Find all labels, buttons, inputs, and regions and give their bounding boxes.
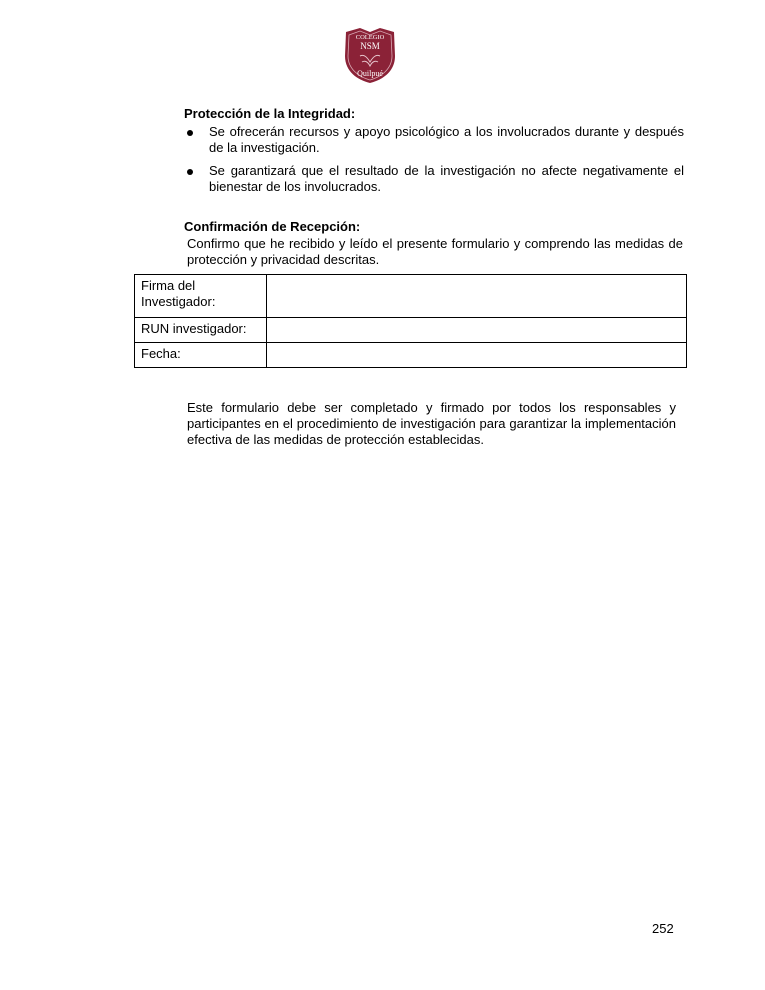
school-crest-logo (342, 26, 398, 84)
svg-text:NSM: NSM (360, 41, 380, 51)
receipt-heading: Confirmación de Recepción: (184, 219, 361, 234)
table-row (135, 275, 687, 318)
date-field[interactable] (267, 343, 687, 368)
list-item: Se ofrecerán recursos y apoyo psicológico a los involucrados durante y después de la investigación. (184, 124, 684, 156)
signature-label: Firma del Investigador: (135, 275, 267, 318)
integrity-heading: Protección de la Integridad: (184, 106, 356, 121)
date-label: Fecha: (135, 343, 267, 368)
svg-text:COLEGIO: COLEGIO (355, 34, 385, 41)
list-item: Se garantizará que el resultado de la investigación no afecte negativamente el bienestar de los involucrados. (184, 163, 684, 195)
receipt-text: Confirmo que he recibido y leído el presente formulario y comprendo las medidas de protección y privacidad descritas. (187, 236, 683, 267)
svg-text:Quilpué: Quilpué (357, 69, 383, 78)
run-label: RUN investigador: (135, 318, 267, 343)
signature-table (134, 274, 687, 368)
signature-field[interactable] (267, 275, 687, 318)
integrity-bullet-list (184, 124, 684, 202)
footer-note: Este formulario debe ser completado y firmado por todos los responsables y participantes en el procedimiento de investigación para garantizar la implementación efectiva de las medidas de protección establecidas. (187, 400, 676, 447)
table-row (135, 318, 687, 343)
bullet-dot-icon (187, 169, 193, 175)
table-row (135, 343, 687, 368)
run-field[interactable] (267, 318, 687, 343)
page-number: 252 (652, 921, 674, 936)
bullet-dot-icon (187, 130, 193, 136)
